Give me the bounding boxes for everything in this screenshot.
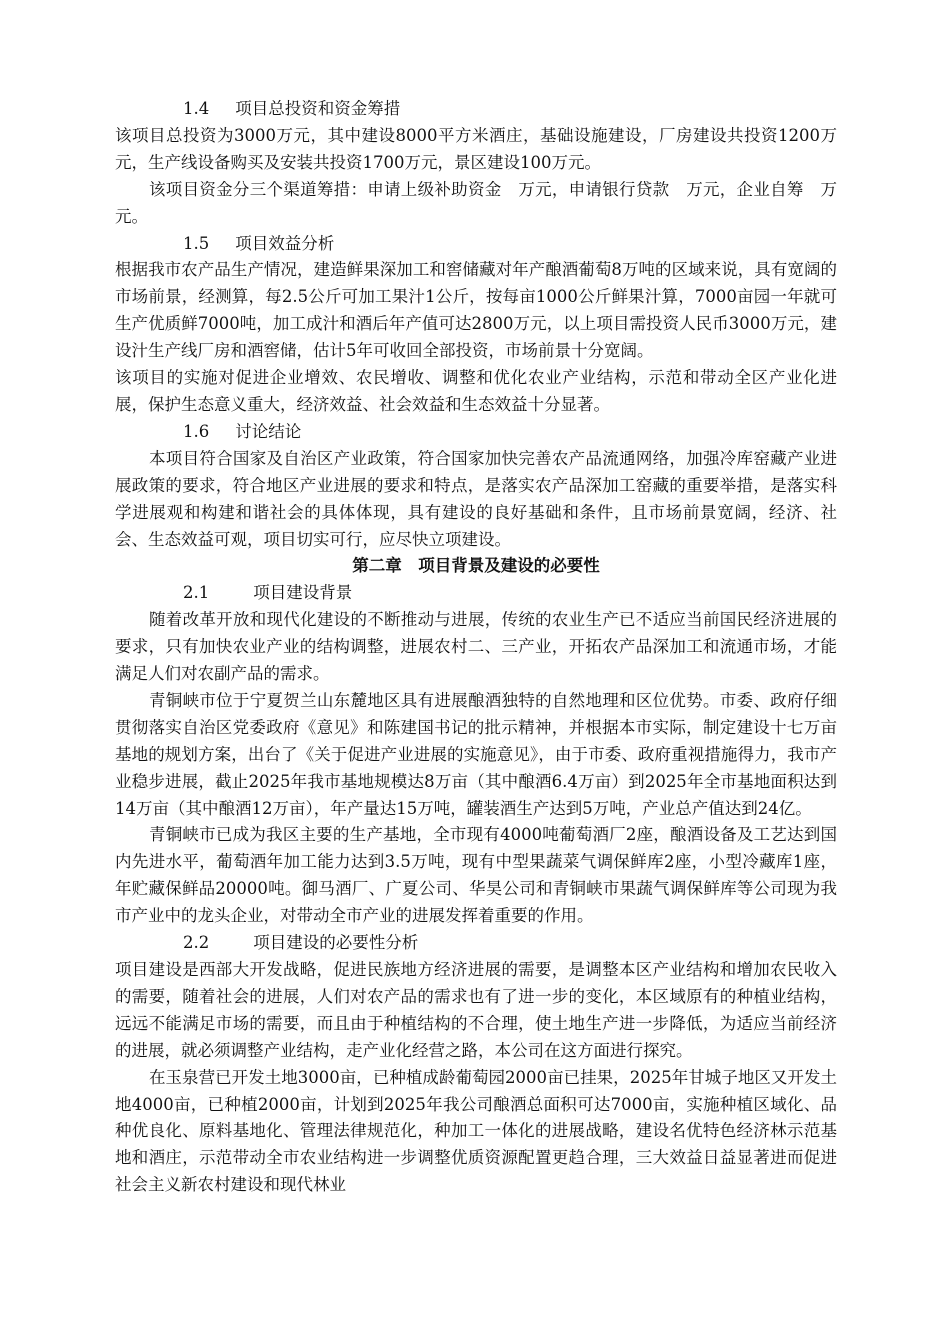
section-title: 项目效益分析: [235, 233, 335, 253]
paragraph-necessity-analysis: 项目建设是西部大开发战略，促进民族地方经济进展的需要，是调整本区产业结构和增加农民收入的需要，随着社会的进展，人们对农产品的需求也有了进一步的变化，本区域原有的种植业结构，远远不能满足市场的需要，而且由于种植结构的不合理，使土地生产进一步降低，为适应当前经济的进展，就必须调整产业结构，走产业化经营之路，本公司在这方面进行探究。: [115, 960, 837, 1060]
paragraph-background-qingtongxia: 青铜峡市位于宁夏贺兰山东麓地区具有进展酿酒独特的自然地理和区位优势。市委、政府仔细贯彻落实自治区党委政府《意见》和陈建国书记的批示精神，并根据本市实际，制定建设十七万亩基地的规划方案，出台了《关于促进产业进展的实施意见》，由于市委、政府重视措施得力，我市产业稳步进展，截止2025年我市基地规模达8万亩（其中酿酒6.4万亩）到2025年全市基地面积达到14万亩（其中酿酒12万亩），年产量达15万吨，罐装酒生产达到5万吨，产业总产值达到24亿。: [115, 690, 837, 818]
paragraph-yuquanying-development: 在玉泉营已开发土地3000亩，已种植成龄葡萄园2000亩已挂果，2025年甘城子地区又开发土地4000亩，已种植2000亩，计划到2025年我公司酿酒总面积可达7000亩，实施种植区域化、品种优良化、原料基地化、管理法律规范化，种加工一体化的进展战略，建设名优特色经济林示范基地和酒庄，示范带动全市农业结构进一步调整优质资源配置更趋合理，三大效益日益显著进而促进社会主义新农村建设和现代林业: [115, 1067, 837, 1195]
section-2-2-heading: [115, 930, 837, 957]
section-1-6-heading: [115, 419, 837, 446]
section-number: 1.4: [183, 99, 210, 118]
paragraph-implementation-impact: 该项目的实施对促进企业增效、农民增收、调整和优化农业产业结构，示范和带动全区产业化进展，保护生态意义重大，经济效益、社会效益和生态效益十分显著。: [115, 368, 837, 414]
paragraph-total-investment: 该项目总投资为3000万元，其中建设8000平方米酒庄，基础设施建设，厂房建设共投资1200万元，生产线设备购买及安装共投资1700万元，景区建设100万元。: [115, 125, 837, 172]
section-1-4-heading: [115, 96, 837, 123]
section-title: 项目建设背景: [253, 583, 353, 603]
paragraph-benefit-analysis: 根据我市农产品生产情况，建造鲜果深加工和窖储藏对年产酿酒葡萄8万吨的区域来说，具有宽阔的市场前景，经测算，每2.5公斤可加工果汁1公斤，按每亩1000公斤鲜果汁算，7000亩园一年就可生产优质鲜7000吨，加工成汁和酒后年产值可达2800万元，以上项目需投资人民币3000万元，建设汁生产线厂房和酒窖储，估计5年可收回全部投资，市场前景十分宽阔。: [115, 260, 837, 361]
section-1-5-heading: [115, 231, 837, 258]
chapter-2-title: 第二章 项目背景及建设的必要性: [352, 556, 600, 576]
section-number: 1.5: [183, 233, 210, 253]
section-title: 项目建设的必要性分析: [253, 933, 419, 953]
paragraph-funding-channels: 该项目资金分三个渠道筹措：申请上级补助资金 万元，申请银行贷款 万元，企业自筹 万元。: [115, 179, 837, 226]
paragraph-background-production-base: 青铜峡市已成为我区主要的生产基地，全市现有4000吨葡萄酒厂2座，酿酒设备及工艺达到国内先进水平，葡萄酒年加工能力达到3.5万吨，现有中型果蔬菜气调保鲜库2座，小型冷藏库1座，年贮藏保鲜品20000吨。御马酒厂、广夏公司、华昊公司和青铜峡市果蔬气调保鲜库等公司现为我市产业中的龙头企业，对带动全市产业的进展发挥着重要的作用。: [115, 825, 837, 926]
section-title: 讨论结论: [235, 421, 302, 441]
section-number: 2.2: [183, 933, 210, 953]
document-page: [115, 96, 837, 1199]
section-2-1-heading: [115, 580, 837, 607]
paragraph-conclusion: 本项目符合国家及自治区产业政策，符合国家加快完善农产品流通网络，加强冷库窑藏产业进展政策的要求，符合地区产业进展的要求和特点，是落实农产品深加工窑藏的重要举措，是落实科学进展观和构建和谐社会的具体体现，具有建设的良好基础和条件，且市场前景宽阔，经济、社会、生态效益可观，项目切实可行，应尽快立项建设。: [115, 448, 837, 549]
section-number: 1.6: [183, 421, 210, 441]
paragraph-background-reform: 随着改革开放和现代化建设的不断推动与进展，传统的农业生产已不适应当前国民经济进展的要求，只有加快农业产业的结构调整，进展农村二、三产业，开拓农产品深加工和流通市场，才能满足人们对农副产品的需求。: [115, 610, 837, 684]
section-title: 项目总投资和资金筹措: [235, 99, 401, 118]
section-number: 2.1: [183, 583, 210, 603]
